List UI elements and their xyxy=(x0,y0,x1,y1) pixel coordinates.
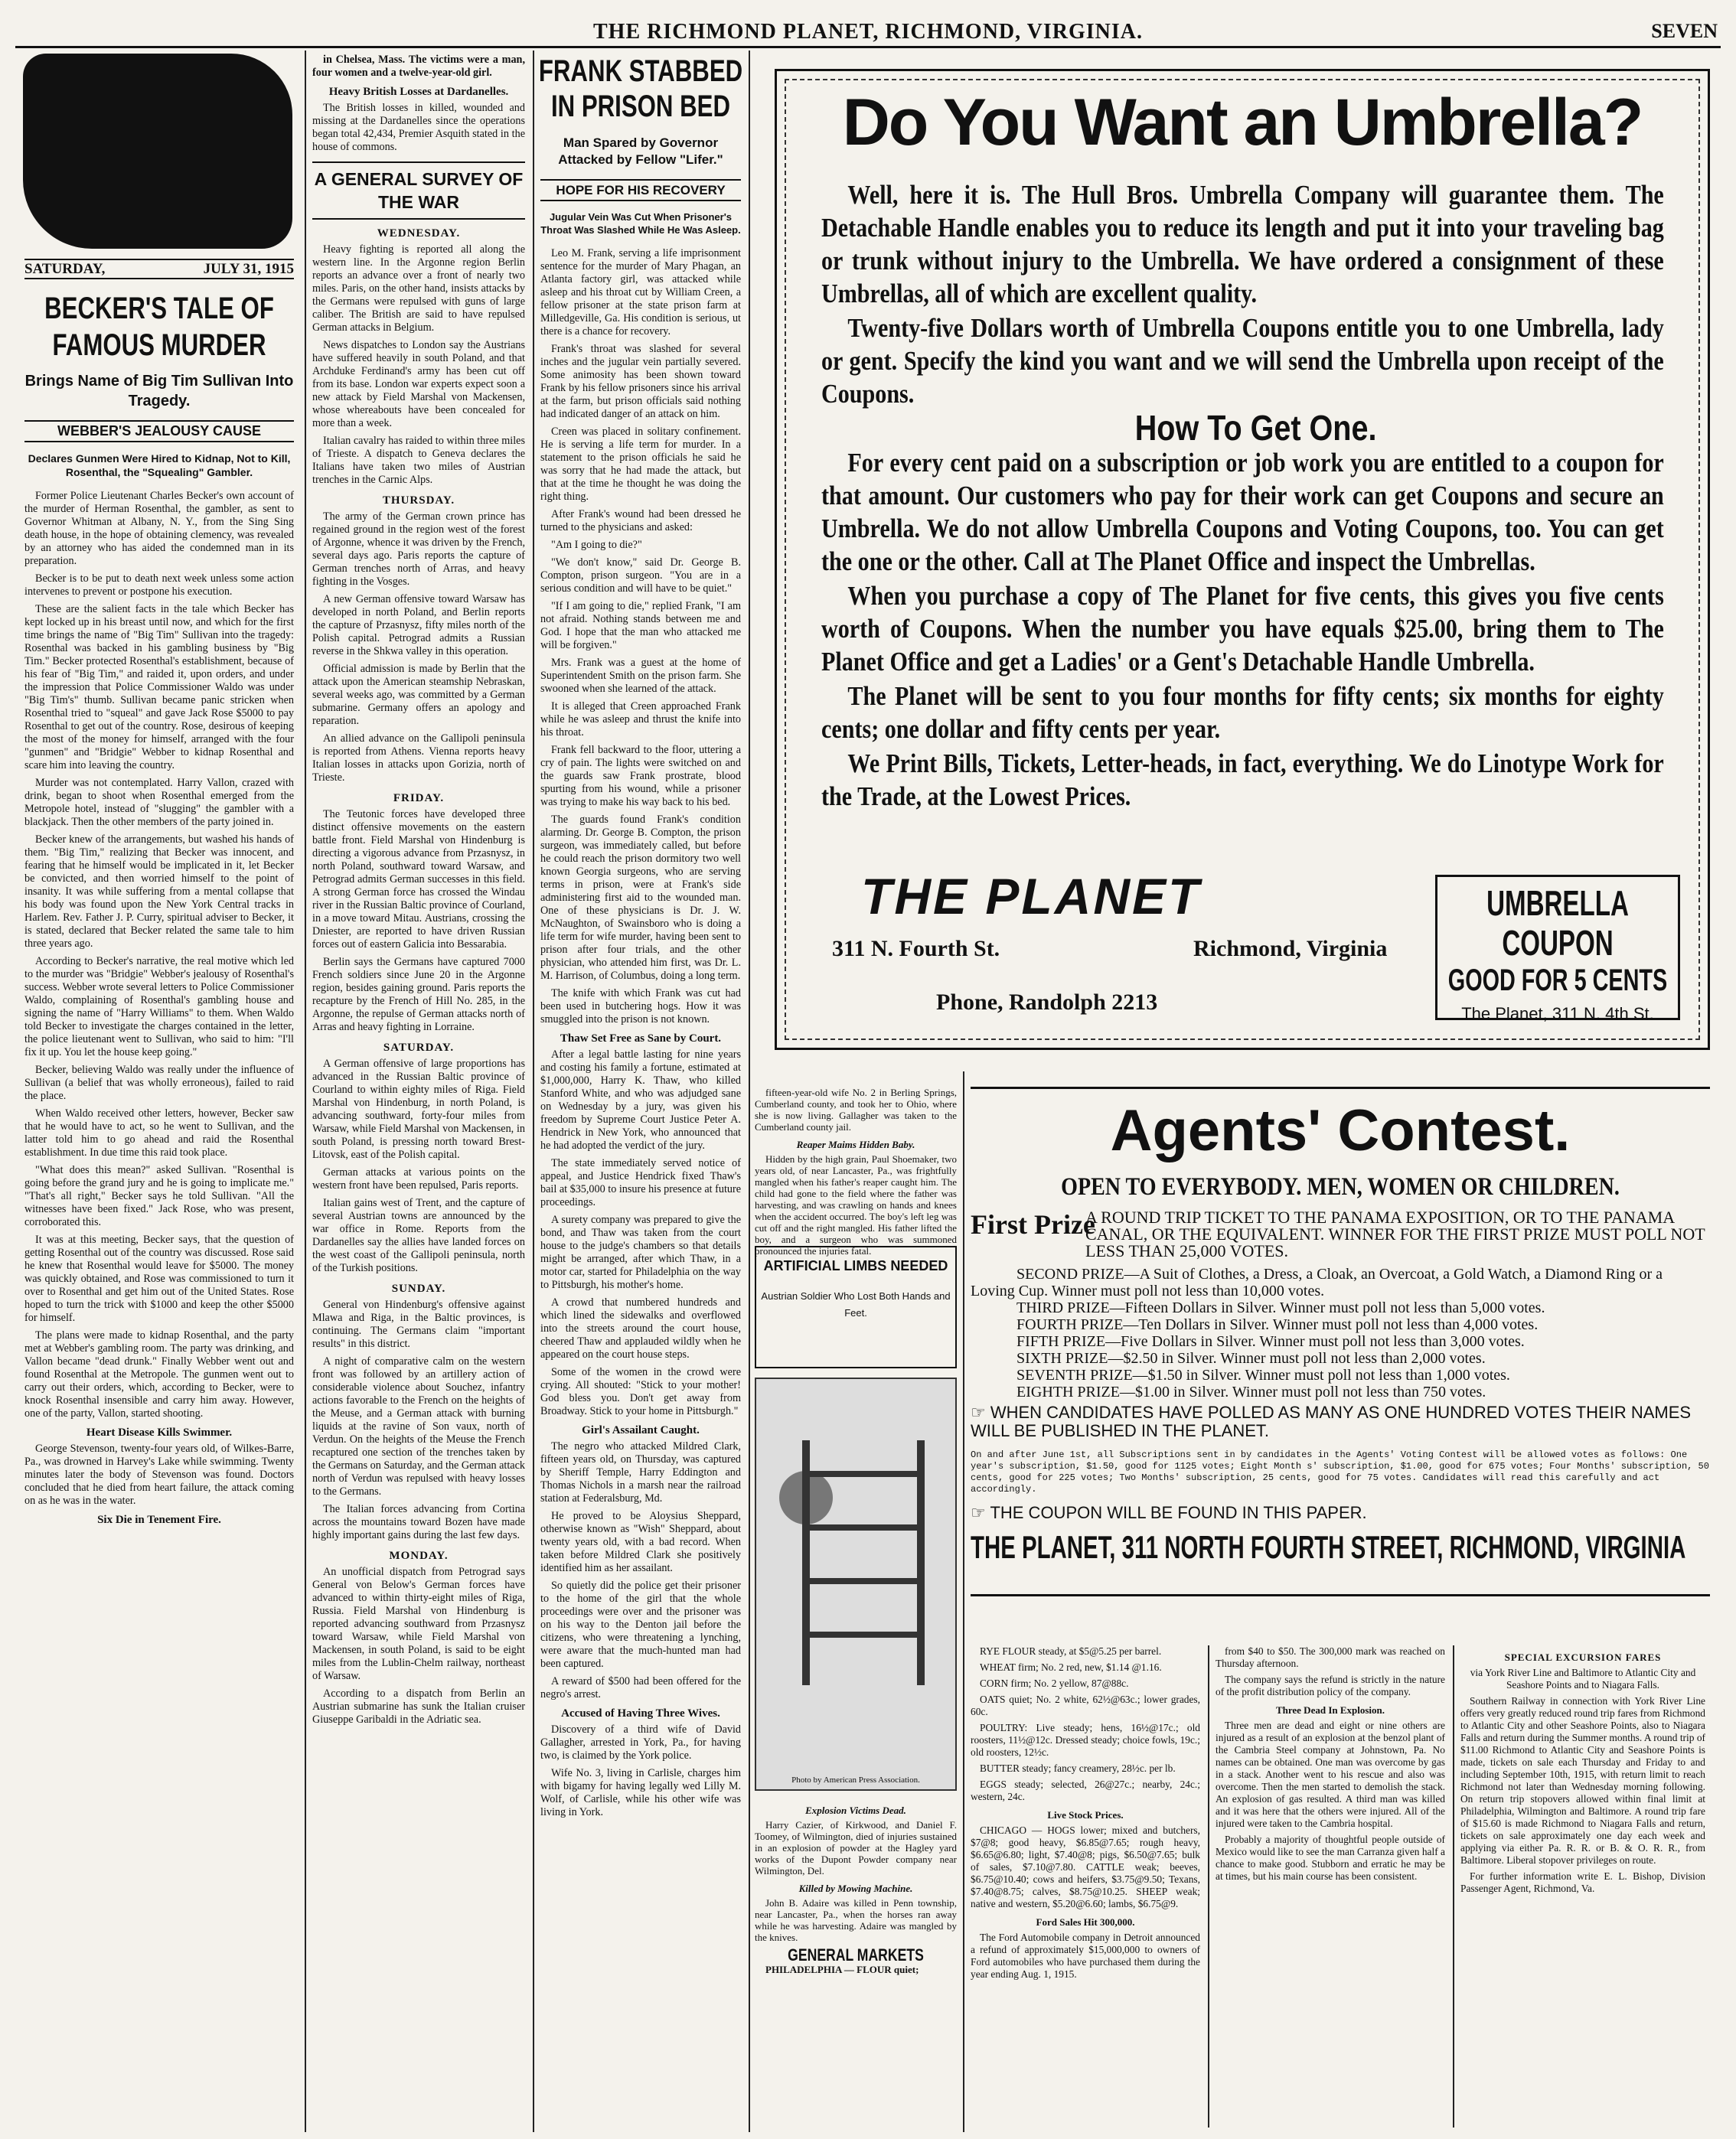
paragraph: Berlin says the Germans have captured 7000 French soldiers since June 20 in the Argonne region, besides gaining ground. Paris reports the recapture by the French of Hill No. 285, in the Argonne, the repulse of German attacks north of Arras and heavy fighting in Lorraine. xyxy=(312,956,525,1033)
first-prize-text: A ROUND TRIP TICKET TO THE PANAMA EXPOSITION, OR TO THE PANAMA CANAL, OR THE EQUIVALENT. WINNER FOR THE FIRST PRIZE MUST POLL NOT LESS THAN 25,000 VOTES. xyxy=(1085,1208,1705,1260)
paragraph: The negro who attacked Mildred Clark, fifteen years old, on Thursday, was captured by Sheriff Temple, Harry Eddington and Thomas Nichols in a marsh near the railroad station at Federalsburg, Md. xyxy=(540,1440,741,1505)
subhead-three-dead: Three Dead In Explosion. xyxy=(1275,1704,1385,1716)
paragraph: CHICAGO — HOGS lower; mixed and butchers, $7@8; good heavy, $6.85@7.65; rough heavy, $6.65@6.80; light, $7.40@8; pigs, $6.50@7.65; bulk of sales, $7.10@7.80. CATTLE weak; beeves, $6.75@10.40; cows and heifers, $3.75@9.50; Texans, $7.40@8.75; calves, $8.75@10.25. SHEEP weak; native and western, $5.20@6.60; lambs, $6.75@9. xyxy=(971,1824,1200,1909)
how-to-heading: How To Get One. xyxy=(1134,408,1377,448)
paragraph: Frank fell backward to the floor, uttering a cry of pain. The lights were switched on and the guards saw Frank prostrate, blood spurting from his wound, while a prisoner was trying to make his way back to his bed. xyxy=(540,744,741,808)
artificial-limbs-box xyxy=(755,1246,957,1368)
prize-item: THIRD PRIZE—Fifteen Dollars in Silver. Winner must poll not less than 5,000 votes. xyxy=(1016,1299,1545,1316)
day-heading: THURSDAY. xyxy=(382,494,455,507)
column-3 xyxy=(540,54,741,2128)
headline-war-survey: A GENERAL SURVEY OF THE WAR xyxy=(312,161,525,220)
paragraph: Southern Railway in connection with York River Line offers very greatly reduced round trip fares from Richmond to Atlantic City and other Seashore Points, also to Niagara Falls and return during the Summer months. A round trip of $11.00 Richmond to Atlantic City and Seashore Points is made, tickets on sale each Thursday and Friday to and including September 10th, 1915, with return limit to reach Richmond not later than Wednesday morning following. On return trip stopovers allowed within final limit at Philadelphia, Wilmington and Baltimore. A round trip fare of $15.60 is made Richmond to Niagara Falls and return, tickets on sale approximately one day each week and applying via either Pa. R. R. or B. & O. R. R., from Baltimore. Liberal stopover privileges on route. xyxy=(1460,1695,1705,1866)
subhead-frank: Man Spared by Governor Attacked by Fellow "Lifer." xyxy=(558,135,723,167)
coupon-title: UMBRELLA COUPON xyxy=(1486,883,1629,963)
excursion-heading: SPECIAL EXCURSION FARES xyxy=(1504,1652,1662,1663)
umbrella-ad-body xyxy=(821,178,1664,814)
paragraph: The Teutonic forces have developed three distinct offensive movements on the eastern battle front. Field Marshal von Hindenburg is directing a vigorous advance from Przasnysz, in north Poland, southward toward Warsaw, and Petrograd admits German successes in this field. A strong German force has crossed the Windau river in the Russian Baltic province of Courland, in a move toward Mitau. Austrians, crossing the Dniester, are reported to have driven Russian forces out of eastern Galicia into Bessarabia. xyxy=(312,808,525,950)
paragraph: Frank's throat was slashed for several inches and the jugular vein partially severed. Some animosity has been shown toward Frank by his fellow prisoners since his arrival at the farm, but prison officials said nothing had indicated danger of an attack on him. xyxy=(540,343,741,420)
column-1 xyxy=(24,54,294,2128)
paragraph: After Frank's wound had been dressed he turned to the physicians and asked: xyxy=(540,508,741,533)
paragraph: Leo M. Frank, serving a life imprisonment sentence for the murder of Mary Phagan, an Atlanta factory girl, was attacked while asleep and his throat cut by William Creen, a fellow prisoner at the state prison farm at Milledgeville, Ga. His condition is serious, ut there is a chance for recovery. xyxy=(540,247,741,337)
paragraph: Heavy fighting is reported all along the western line. In the Argonne region Berlin reports an advance over a front of nearly two miles. Paris, on the other hand, insists attacks by the Germans were repulsed with guns of large caliber. The British are said to have repulsed German attacks in Belgium. xyxy=(312,243,525,334)
paragraph: For further information write E. L. Bishop, Division Passenger Agent, Richmond, Va. xyxy=(1460,1870,1705,1894)
paragraph: Well, here it is. The Hull Bros. Umbrella Company will guarantee them. The Detachable Handle enables you to reduce its length and put it into your traveling bag or trunk without injury to the Umbrella. We have ordered a consignment of these Umbrellas, all of which are excellent quality. xyxy=(821,180,1664,308)
column-rule xyxy=(1453,1645,1454,2128)
paragraph: We Print Bills, Tickets, Letter-heads, in fact, everything. We do Linotype Work for the Trade, at the Lowest Prices. xyxy=(821,748,1664,811)
market-line: BUTTER steady; fancy creamery, 28½c. per lb. xyxy=(980,1762,1176,1774)
paragraph: "We don't know," said Dr. George B. Compton, prison surgeon. "You are in a serious condition and will have to be quiet." xyxy=(540,556,741,595)
paragraph: Creen was placed in solitary confinement. He is serving a life term for murder. In a statement to the prison officials he said he was sorry that he had made the attack, but that at the time he thought he was doing the right thing. xyxy=(540,426,741,503)
market-line: WHEAT firm; No. 2 red, new, $1.14 @1.16. xyxy=(980,1661,1162,1673)
paragraph: A reward of $500 had been offered for the negro's arrest. xyxy=(540,1675,741,1700)
paragraph: The guards found Frank's condition alarming. Dr. George B. Compton, the prison surgeon, was immediately called, but before he could reach the prison dormitory two well known Georgia surgeons, who are serving terms in prison, were at Frank's side administering first aid to the wounded man. One of these physicians is Dr. J. W. McNaughton, of Swainsboro who is doing a life term for wife murder, having been sent to prison after four trials, and the other physician, who attended him first, was Dr. L. M. Harrison, of Columbus, doing a long term. xyxy=(540,814,741,982)
umbrella-coupon xyxy=(1435,875,1680,1023)
subhead-recovery: HOPE FOR HIS RECOVERY xyxy=(540,179,741,201)
paragraph: Discovery of a third wife of David Gallagher, arrested in York, Pa., for having two, is claimed by the York police. xyxy=(540,1723,741,1762)
paragraph: Wife No. 3, living in Carlisle, charges him with bigamy for having legally wed Lilly M. Wolf, of Carlisle, while his other wife was living in York. xyxy=(540,1767,741,1818)
photo-credit: Photo by American Press Association. xyxy=(791,1775,920,1785)
page-number: SEVEN xyxy=(1651,20,1718,42)
paragraph: According to Becker's narrative, the real motive which led to the murder was "Bridgie" Webber's jealousy of Rosenthal's success. Webber wrote several letters to Police Commissioner Waldo, complaining of Rosenthal's gambling house and signing the name of "Harry Williams" to them. When Waldo told Becker to investigate the charges contained in the letter, the police lieutenant went to Sullivan, who said to him: "I'll fix it up. You let the house keep going." xyxy=(24,955,294,1058)
paragraph: John B. Adaire was killed in Penn township, near Lancaster, Pa., when the horses ran away while he was harvesting. Adaire was mangled by the knives. xyxy=(755,1897,957,1943)
paragraph: The British losses in killed, wounded and missing at the Dardanelles since the operations began total 42,434, Premier Asquith stated in the house of commons. xyxy=(312,102,525,153)
market-line: CORN firm; No. 2 yellow, 87@88c. xyxy=(980,1678,1129,1689)
paragraph: The plans were made to kidnap Rosenthal, and the party met at Webber's gambling room. The party was drinking, and Vallon became "dead drunk." Finally Webber went out and found Rosenthal at the Metropole. The gunmen went out to carry out their orders, which, according to Becker, were to knock Rosenthal insensible and carry him away. However, one of the party, Vallon, started shooting. xyxy=(24,1329,294,1420)
news-column xyxy=(1216,1645,1445,2120)
paragraph: These are the salient facts in the tale which Becker has kept locked up in his breast until now, and which for the first time brings the name of "Big Tim" Sullivan into the tragedy: Rosenthal was backed in his gambling business by "Big Tim." Becker protected Rosenthal's establishment, because of his fear of "Big Tim," and raided it, upon orders, and under the impression that Police Commissioner Waldo was under "Big Tim's" thumb. Sullivan became panic stricken when Rosenthal tried to "squeal" and gave Jack Rose $5000 to pay Rosenthal to get out of the country. Rose, desirous of keeping the most of the money for himself, arranged with the four "gunmen" and "Bridgie" Webber to kidnap Rosenthal and scare him into leaving the country. xyxy=(24,603,294,771)
agents-title: Agents' Contest. xyxy=(1110,1098,1571,1163)
planet-logo: THE PLANET xyxy=(861,868,1202,924)
subhead-livestock: Live Stock Prices. xyxy=(1047,1809,1124,1821)
subhead-becker: Brings Name of Big Tim Sullivan Into Tragedy. xyxy=(24,373,294,409)
soldier-photo xyxy=(755,1378,957,1791)
ladder-rung xyxy=(810,1578,917,1584)
agents-open: OPEN TO EVERYBODY. MEN, WOMEN OR CHILDREN. xyxy=(1061,1173,1620,1201)
subhead-losses: Heavy British Losses at Dardanelles. xyxy=(328,86,509,98)
masthead-title: THE RICHMOND PLANET, RICHMOND, VIRGINIA. xyxy=(592,20,1143,44)
paragraph: News dispatches to London say the Austrians have suffered heavily in south Poland, and that Archduke Ferdinand's army has been cut off from its base. London war experts expect soon a new attack by Field Marshal von Mackensen, whose whereabouts have been concealed for more than a week. xyxy=(312,339,525,429)
subhead-explosion: Explosion Victims Dead. xyxy=(805,1805,906,1816)
planet-city: Richmond, Virginia xyxy=(1193,936,1388,961)
paragraph: Becker is to be put to death next week unless some action intervenes to prevent or postpone his execution. xyxy=(24,572,294,598)
paragraph: "Am I going to die?" xyxy=(551,539,642,551)
column-rule xyxy=(533,51,534,2132)
paragraph: Probably a majority of thoughtful people outside of Mexico would like to see the man Carranza given half a chance to make good. Stubborn and erratic he may be at times, but his main course has been consistent. xyxy=(1216,1834,1445,1882)
column-4-bottom xyxy=(755,1798,957,2135)
dateline xyxy=(24,259,294,279)
agents-subscriptions: On and after June 1st, all Subscriptions sent in by candidates in the Agents' Voting Contest will be allowed votes as follows: One year's subscription, $1.50, good for 1125 votes; Eight Month s' subscription, $1.00, good for 675 votes; Four Months' subscription, 50 cents, good for 225 votes; Two Months' subscription, 25 cents, good for 75 votes. Candidates will read this carefully and act accordingly. xyxy=(971,1449,1709,1495)
prize-item: FIFTH PRIZE—Five Dollars in Silver. Winner must poll not less than 3,000 votes. xyxy=(1016,1333,1525,1350)
subhead-ford: Ford Sales Hit 300,000. xyxy=(1036,1916,1135,1928)
umbrella-ad xyxy=(775,69,1710,1050)
paragraph: According to a dispatch from Berlin an Austrian submarine has sunk the Italian cruiser Giuseppe Garibaldi in the Adriatic sea. xyxy=(312,1687,525,1726)
markets-column xyxy=(971,1645,1200,2120)
excursion-subhead: via York River Line and Baltimore to Atlantic City and Seashore Points and to Niagara Falls. xyxy=(1470,1667,1696,1691)
paragraph: fifteen-year-old wife No. 2 in Berling Springs, Cumberland county, and took her to Ohio, where she is now living. Gallagher was taken to the Cumberland county jail. xyxy=(755,1087,957,1133)
column-rule xyxy=(1208,1645,1209,2128)
day-heading: FRIDAY. xyxy=(393,792,445,804)
paragraph: General von Hindenburg's offensive against Mlawa and Riga, in the Baltic provinces, is continuing. The Germans claim "important results" in this district. xyxy=(312,1299,525,1350)
agents-names-text: WHEN CANDIDATES HAVE POLLED AS MANY AS ONE HUNDRED VOTES THEIR NAMES WILL BE PUBLISHED IN THE PLANET. xyxy=(971,1403,1692,1440)
paragraph: An allied advance on the Gallipoli peninsula is reported from Athens. Vienna reports heavy Italian losses in attacks upon Gorizia, north of Trieste. xyxy=(312,732,525,784)
day-heading: MONDAY. xyxy=(389,1550,449,1562)
paragraph: The Planet will be sent to you four months for fifty cents; six months for eighty cents; one dollar and fifty cents per year. xyxy=(821,681,1664,744)
paragraph: A surety company was prepared to give the bond, and Thaw was taken from the court house to the judge's chambers so that details might be arranged, after which Thaw, in a motor car, started for Philadelphia on the way to Pittsburgh, his mother's home. xyxy=(540,1214,741,1291)
ladder-rung xyxy=(810,1524,917,1531)
paragraph: The Italian forces advancing from Cortina across the mountains toward Bozen have made highly important gains during the last few days. xyxy=(312,1503,525,1541)
dateline-date: JULY 31, 1915 xyxy=(203,261,294,277)
paragraph: Official admission is made by Berlin that the attack upon the American steamship Nebraskan, several weeks ago, was committed by a German submarine. Germany offers an apology and reparation. xyxy=(312,663,525,727)
deck-becker: Declares Gunmen Were Hired to Kidnap, Not to Kill, Rosenthal, the "Squealing" Gambler. xyxy=(28,452,291,478)
first-prize xyxy=(971,1208,1710,1260)
paragraph: So quietly did the police get their prisoner to the home of the girl that the whole proceedings were over and the prisoner was on his way to the Denton jail before the citizens, who were threatening a lynching, were aware that the much-hunted man had been captured. xyxy=(540,1580,741,1670)
subhead-heart: Heart Disease Kills Swimmer. xyxy=(86,1427,233,1439)
headline-frank: FRANK STABBED IN PRISON BED xyxy=(538,54,743,123)
paragraph: Harry Cazier, of Kirkwood, and Daniel F. Toomey, of Wilmington, died of injuries sustained in an explosion of powder at the Hagley yard works of the Dupont Powder company near Wilmington, Del. xyxy=(755,1819,957,1877)
paragraph: An unofficial dispatch from Petrograd says General von Below's German forces have advanced to within thirty-eight miles of Riga, Russia. Field Marshal von Hindenburg is reported advancing southward from Przasnysz toward Warsaw, while Field Marshal von Mackensen, in south Poland, is said to be eight miles from the Lublin-Chelm railway, northeast of Warsaw. xyxy=(312,1566,525,1682)
paragraph: Some of the women in the crowd were crying. All shouted: "Stick to your mother! God bless you. Don't get away from Broadway. Stick to your home in Pittsburgh." xyxy=(540,1366,741,1417)
paragraph: A German offensive of large proportions has advanced in the Russian Baltic province of Courland to within eighty miles of Riga. Field Marshal von Hindenburg, in north Poland, is advancing southward, forty-four miles from Warsaw, while Field Marshal von Mackensen, in south Poland, is pressing north toward Brest-Litovsk, east of the Polish capital. xyxy=(312,1058,525,1161)
first-prize-label: First Prize xyxy=(971,1209,1095,1240)
ladder-rung xyxy=(810,1632,917,1638)
headline-becker: BECKER'S TALE OF FAMOUS MURDER xyxy=(44,292,274,362)
subhead-reaper: Reaper Maims Hidden Baby. xyxy=(796,1139,915,1150)
paragraph: Italian cavalry has raided to within three miles of Trieste. A dispatch to Geneva declares the Italians have taken two miles of Austrian trenches in the Carnic Alps. xyxy=(312,435,525,486)
paragraph: The state immediately served notice of appeal, and Justice Hendrick fixed Thaw's bail at $35,000 to insure his presence at future proceedings. xyxy=(540,1157,741,1208)
masthead xyxy=(15,20,1721,48)
paragraph: PHILADELPHIA — FLOUR quiet; xyxy=(765,1964,919,1975)
planet-address: 311 N. Fourth St. xyxy=(832,936,1000,961)
paragraph: Former Police Lieutenant Charles Becker's own account of the murder of Herman Rosenthal, the gambler, as sent to Governor Whitman at Albany, N. Y., from the Sing Sing death house, in the hope of obtaining clemency, was revealed by an attorney who has aided the condemned man in its preparation. xyxy=(24,490,294,567)
ladder xyxy=(802,1440,925,1685)
column-4-top xyxy=(755,1087,957,1257)
planet-street-address: THE PLANET, 311 NORTH FOURTH STREET, RICHMOND, VIRGINIA xyxy=(971,1529,1686,1565)
column-rule xyxy=(305,51,306,2132)
column-rule xyxy=(963,1071,964,2132)
paragraph: "If I am going to die," replied Frank, "I am not afraid. Nothing stands between me and God. I hope that the man who attacked me will be forgiven." xyxy=(540,600,741,651)
paragraph: A new German offensive toward Warsaw has developed in north Poland, and Berlin reports the capture of Przasnysz, fifty miles north of the Polish capital. Petrograd admits a Russian reverse in the Shkwa valley in this operation. xyxy=(312,593,525,657)
paragraph: Murder was not contemplated. Harry Vallon, crazed with drink, began to shoot when Rosenthal emerged from the Metropole hotel, instead of "slugging" the gambler with a blackjack. Then the other members of the party joined in. xyxy=(24,777,294,828)
prize-item: SIXTH PRIZE—$2.50 in Silver. Winner must poll not less than 2,000 votes. xyxy=(1016,1350,1486,1367)
paragraph: It is alleged that Creen approached Frank while he was asleep and thrust the knife into his throat. xyxy=(540,700,741,739)
paragraph: from $40 to $50. The 300,000 mark was reached on Thursday afternoon. xyxy=(1216,1645,1445,1669)
subhead-wives: Accused of Having Three Wives. xyxy=(561,1707,720,1720)
paragraph: For every cent paid on a subscription or job work you are entitled to a coupon for that amount. Our customers who pay for their work can get Coupons and secure an Umbrella. We do not allow Umbrella Coupons and Voting Coupons, too. You can get the one or the other. Call at The Planet Office and inspect the Umbrellas. xyxy=(821,448,1664,576)
planet-phone: Phone, Randolph 2213 xyxy=(936,990,1158,1015)
day-heading: WEDNESDAY. xyxy=(377,227,461,240)
paragraph: A night of comparative calm on the western front was followed by an artillery action of considerable violence about Souchez, infantry actions favorable to the French on the heights of the Meuse, and a German attack with burning liquids at the ravine of Son vaux, north of Verdun. On the heights of the Meuse the French recaptured one section of the trenches taken by the Germans on Saturday, and the German attack north of Verdun was repulsed with heavy losses to the Germans. xyxy=(312,1355,525,1498)
umbrella-ad-title: Do You Want an Umbrella? xyxy=(842,86,1643,159)
paragraph: Mrs. Frank was a guest at the home of Superintendent Smith on the prison farm. She swooned when she learned of the attack. xyxy=(540,657,741,695)
paragraph: It was at this meeting, Becker says, that the question of getting Rosenthal out of the country was discussed. Rose said he knew that Rosenthal would leave for $5000. The money was quickly obtained, and Rose was commissioned to turn it over to Rosenthal and get him out of the United States. Rose hoped to turn the trick with $1000 and keep the other $5000 for himself. xyxy=(24,1234,294,1324)
paragraph: Hidden by the high grain, Paul Shoemaker, two years old, of near Lancaster, Pa., was frightfully mangled when his father's reaper caught him. The child had gone to the field where the father was harvesting, and was crawling on hands and knees when the accident occurred. The boy's left leg was cut off and the right mangled. His father lifted the boy, and a surgeon who was summoned pronounced the injuries fatal. xyxy=(755,1153,957,1257)
paragraph: Twenty-five Dollars worth of Umbrella Coupons entitle you to one Umbrella, lady or gent. Specify the kind you want and we will send the Umbrella upon receipt of the Coupons. xyxy=(821,313,1664,409)
prize-item: SECOND PRIZE—A Suit of Clothes, a Dress, a Cloak, an Overcoat, a Gold Watch, a Diamond Ring or a Loving Cup. Winner must poll not less than 10,000 votes. xyxy=(971,1266,1663,1299)
market-line: RYE FLOUR steady, at $5@5.25 per barrel. xyxy=(980,1645,1162,1657)
paragraph: After a legal battle lasting for nine years and costing his family a fortune, estimated at $1,000,000, Harry K. Thaw, who killed Stanford White, and who was adjudged sane on Wednesday by a jury, was given his freedom by Supreme Court Justice Peter A. Hendrick in New York, who announced that he had adopted the verdict of the jury. xyxy=(540,1048,741,1152)
paragraph: A crowd that numbered hundreds and which lined the sidewalks and overflowed into the streets around the court house, cheered Thaw and applauded wildly when he appeared on the court house steps. xyxy=(540,1296,741,1361)
subhead-webber: WEBBER'S JEALOUSY CAUSE xyxy=(24,420,294,442)
paragraph: The army of the German crown prince has regained ground in the region west of the forest of Argonne, whence it was driven by the French, several days ago. Paris reports the capture of German trenches north of Arras, and heavy fighting in the Vosges. xyxy=(312,510,525,588)
paragraph: Italian gains west of Trent, and the capture of several Austrian towns are announced by the war office in Rome. Reports from the Dardanelles say the allies have landed forces on the west coast of the Gallipoli peninsula, north of the Turkish positions. xyxy=(312,1197,525,1274)
paragraph: Becker, believing Waldo was really under the influence of Sullivan (a belief that was wholly erroneous), failed to raid the place. xyxy=(24,1064,294,1102)
excursion-column xyxy=(1460,1645,1705,2120)
paragraph: When you purchase a copy of The Planet for five cents, this gives you five cents worth of Coupons. When the number you have equals $25.00, bring them to The Planet Office and get a Ladies' or a Gent's Detachable Handle Umbrella. xyxy=(821,581,1664,677)
prize-list xyxy=(971,1266,1710,1400)
ladder-rung xyxy=(810,1471,917,1477)
market-line: OATS quiet; No. 2 white, 62½@63c.; lower grades, 60c. xyxy=(971,1694,1200,1717)
subhead-thaw: Thaw Set Free as Sane by Court. xyxy=(560,1032,722,1045)
agents-contest xyxy=(971,1087,1710,1596)
subhead-fire: Six Die in Tenement Fire. xyxy=(97,1514,221,1526)
paragraph: George Stevenson, twenty-four years old, of Wilkes-Barre, Pa., was drowned in Harvey's Lake while swimming. Twenty minutes later the body of Stevenson was found. Doctors concluded that he died from heart failure, the attack coming on as he was in the water. xyxy=(24,1443,294,1507)
coupon-value: GOOD FOR 5 CENTS xyxy=(1447,964,1668,997)
market-line: EGGS steady; selected, 26@27c.; nearby, 24c.; western, 24c. xyxy=(971,1779,1200,1802)
paragraph: The knife with which Frank was cut had been used in butchering hogs. How it was smuggled into the prison is not known. xyxy=(540,987,741,1025)
dateline-day: SATURDAY, xyxy=(24,261,106,277)
market-line: POULTRY: Live steady; hens, 16½@17c.; old roosters, 11½@12c. Dressed steady; choice fowls, 19c.; old roosters, 12½c. xyxy=(971,1722,1200,1758)
artificial-limbs-caption: Austrian Soldier Who Lost Both Hands and Feet. xyxy=(761,1290,951,1319)
coupon-address: The Planet, 311 N. 4th St. xyxy=(1461,1004,1654,1023)
paragraph: "What does this mean?" asked Sullivan. "Rosenthal is going before the grand jury and he is going to implicate me." "That's all right," Becker says he told Sullivan. "All the witnesses have been fixed." Jack Rose, who was present, corroborated this. xyxy=(24,1164,294,1228)
column-2 xyxy=(312,54,525,2128)
day-heading: SUNDAY. xyxy=(391,1283,446,1295)
paragraph: The Ford Automobile company in Detroit announced a refund of approximately $15,000,000 to owners of Ford automobiles who have purchased them during the year ending Aug. 1, 1915. xyxy=(971,1932,1200,1980)
day-heading: SATURDAY. xyxy=(383,1042,455,1054)
paragraph: He proved to be Aloysius Sheppard, otherwise known as "Wish" Sheppard, about twenty years old, with a bad record. When taken before Mildred Clark she positively identified him as her assailant. xyxy=(540,1510,741,1574)
prize-item: EIGHTH PRIZE—$1.00 in Silver. Winner must poll not less than 750 votes. xyxy=(1016,1384,1486,1400)
prize-item: FOURTH PRIZE—Ten Dollars in Silver. Winner must poll not less than 4,000 votes. xyxy=(1016,1316,1539,1333)
subhead-girl: Girl's Assailant Caught. xyxy=(582,1424,700,1436)
paragraph: in Chelsea, Mass. The victims were a man, four women and a twelve-year-old girl. xyxy=(312,54,525,79)
coupon-found-notice: ☞ THE COUPON WILL BE FOUND IN THIS PAPER. xyxy=(971,1503,1367,1522)
paragraph: German attacks at various points on the western front have been repulsed, Paris reports. xyxy=(312,1166,525,1192)
coupon-found-text: THE COUPON WILL BE FOUND IN THIS PAPER. xyxy=(990,1503,1367,1522)
general-markets-heading: GENERAL MARKETS xyxy=(788,1945,924,1965)
agents-names-notice: ☞ WHEN CANDIDATES HAVE POLLED AS MANY AS ONE HUNDRED VOTES THEIR NAMES WILL BE PUBLISHED IN THE PLANET. xyxy=(971,1403,1692,1440)
paragraph: Three men are dead and eight or nine others are injured as a result of an explosion at the benzol plant of the Cambria Steel company at Johnstown, Pa. No names can be obtained. One man was overcome by gas in a stack. Another went to his rescue and also was overcome. Then the men started to demolish the stack. An explosion of gas resulted. A third man was killed and it was here that the others were injured. All of the injured were taken to the Cambria hospital. xyxy=(1216,1720,1445,1829)
paragraph: Becker knew of the arrangements, but washed his hands of them. "Big Tim," realizing that Becker was innocent, and fearing that he himself would be implicated in it, let Becker be convicted, and then worried himself to the point of insanity. It was while suffering from a mental collapse that his body was found upon the New York Central tracks in Harlem. Rev. Father J. P. Curry, spiritual adviser to Becker, it is stated, declared that Becker related the same tale to him three years ago. xyxy=(24,833,294,950)
paragraph: When Waldo received other letters, however, Becker saw that he would have to act, so he went to Sullivan, and the latter told him to go ahead and raid the Rosenthal establishment. In due time this raid took place. xyxy=(24,1107,294,1159)
subhead-mowing: Killed by Mowing Machine. xyxy=(798,1883,913,1894)
prize-item: SEVENTH PRIZE—$1.50 in Silver. Winner must poll not less than 1,000 votes. xyxy=(1016,1367,1510,1384)
deck-frank: Jugular Vein Was Cut When Prisoner's Throat Was Slashed While He Was Asleep. xyxy=(540,211,741,236)
artificial-limbs-title: ARTIFICIAL LIMBS NEEDED xyxy=(763,1258,948,1273)
column-rule xyxy=(749,51,750,2132)
paragraph: The company says the refund is strictly in the nature of the profit distribution policy of the company. xyxy=(1216,1674,1445,1697)
